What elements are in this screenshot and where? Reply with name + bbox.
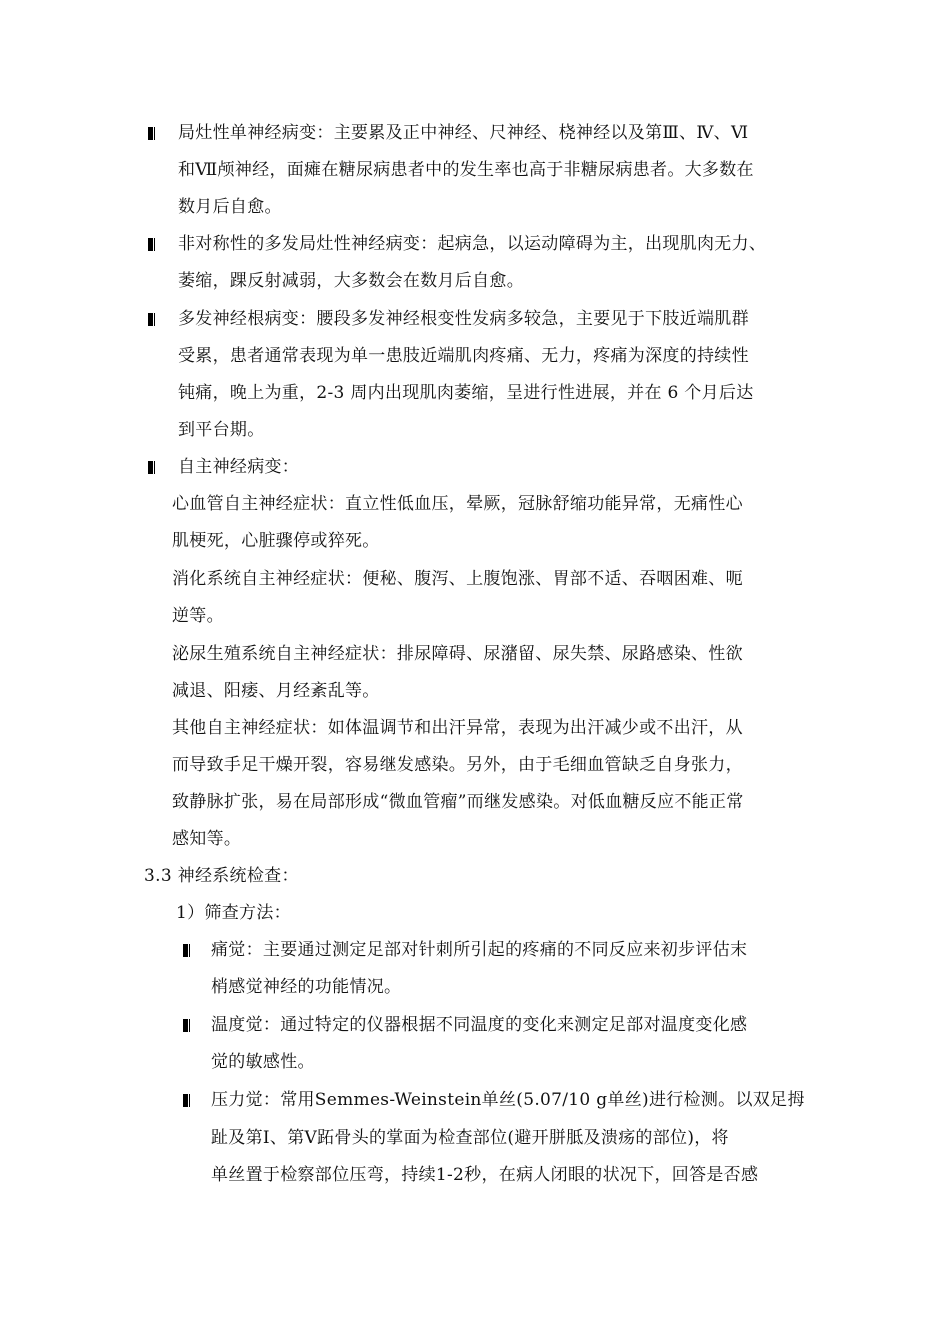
- text-line: 和Ⅶ颅神经，面瘫在糖尿病患者中的发生率也高于非糖尿病患者。大多数在: [178, 160, 754, 180]
- text-line: 感知等。: [172, 829, 242, 849]
- text-line: 减退、阳痿、月经紊乱等。: [172, 681, 380, 701]
- text-line: 觉的敏感性。: [211, 1052, 315, 1072]
- text-line: 趾及第Ⅰ、第Ⅴ跖骨头的掌面为检查部位(避开胼胝及溃疡的部位)，将: [211, 1128, 729, 1148]
- subsection-heading: 1）筛查方法：: [176, 903, 291, 923]
- text-line: 数月后自愈。: [178, 197, 282, 217]
- text-line: 局灶性单神经病变：主要累及正中神经、尺神经、桡神经以及第Ⅲ、Ⅳ、Ⅵ: [178, 123, 749, 143]
- text-line: 钝痛，晚上为重，2-3 周内出现肌肉萎缩，呈进行性进展，并在 6 个月后达: [178, 383, 754, 403]
- text-line: 心血管自主神经症状：直立性低血压，晕厥，冠脉舒缩功能异常，无痛性心: [172, 494, 743, 514]
- text-line: 泌尿生殖系统自主神经症状：排尿障碍、尿潴留、尿失禁、尿路感染、性欲: [172, 644, 743, 664]
- text-line: 萎缩，踝反射减弱，大多数会在数月后自愈。: [178, 271, 524, 291]
- text-line: 其他自主神经症状：如体温调节和出汗异常，表现为出汗减少或不出汗，从: [172, 718, 743, 738]
- text-line: 梢感觉神经的功能情况。: [211, 977, 402, 997]
- text-line: 温度觉：通过特定的仪器根据不同温度的变化来测定足部对温度变化感: [211, 1015, 748, 1035]
- text-line: 消化系统自主神经症状：便秘、腹泻、上腹饱涨、胃部不适、吞咽困难、呃: [172, 569, 743, 589]
- text-line: 单丝置于检察部位压弯，持续1-2秒，在病人闭眼的状况下，回答是否感: [211, 1165, 759, 1185]
- text-line: 压力觉：常用Semmes-Weinstein单丝(5.07/10 g单丝)进行检测。以双足拇: [211, 1090, 805, 1110]
- text-line: 多发神经根病变：腰段多发神经根变性发病多较急，主要见于下肢近端肌群: [178, 309, 749, 329]
- text-line: 受累，患者通常表现为单一患肢近端肌肉疼痛、无力，疼痛为深度的持续性: [178, 346, 749, 366]
- bullet-marker: [148, 238, 153, 251]
- text-line: 肌梗死，心脏骤停或猝死。: [172, 531, 380, 551]
- bullet-marker: [148, 313, 153, 326]
- text-line: 自主神经病变：: [178, 457, 300, 477]
- bullet-marker: [148, 127, 153, 140]
- text-line: 非对称性的多发局灶性神经病变：起病急，以运动障碍为主，出现肌肉无力、: [178, 234, 767, 254]
- text-line: 痛觉：主要通过测定足部对针刺所引起的疼痛的不同反应来初步评估末: [211, 940, 748, 960]
- bullet-marker: [148, 461, 153, 474]
- bullet-marker: [183, 1094, 188, 1107]
- bullet-marker: [183, 944, 188, 957]
- text-line: 到平台期。: [178, 420, 265, 440]
- text-line: 而导致手足干燥开裂，容易继发感染。另外，由于毛细血管缺乏自身张力，: [172, 755, 743, 775]
- section-heading: 3.3 神经系统检查：: [144, 866, 299, 886]
- text-line: 逆等。: [172, 606, 224, 626]
- text-line: 致静脉扩张，易在局部形成“微血管瘤”而继发感染。对低血糖反应不能正常: [172, 792, 744, 812]
- bullet-marker: [183, 1019, 188, 1032]
